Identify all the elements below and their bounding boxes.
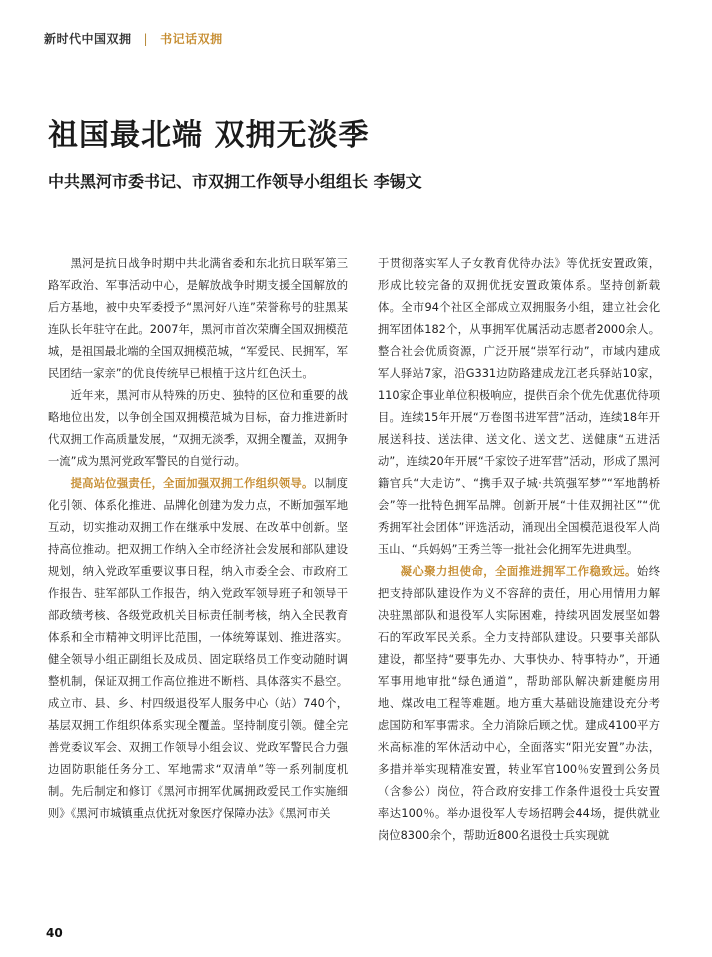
article-title: 祖国最北端 双拥无淡季 [48,118,370,153]
section-heading: 凝心聚力担使命，全面推进拥军工作稳致远。 [400,565,637,578]
paragraph-with-heading [378,561,660,847]
author-line: 中共黑河市委书记、市双拥工作领导小组组长 李锡文 [48,172,422,191]
section-name: 书记话双拥 [160,32,223,46]
page-header [44,30,223,47]
section-heading: 提高站位强责任，全面加强双拥工作组织领导。 [70,477,314,490]
header-separator: | [143,32,149,46]
paragraph-body: 始终把支持部队建设作为义不容辞的责任，用心用情用力解决驻黑部队和退役军人实际困难，持续巩固发展坚如磐石的军政军民关系。全力支持部队建设。只要事关部队建设，都坚持“要事先办、大事快办、特事特办”，开通军事用地审批“绿色通道”，帮助部队解决新建艇房用地、煤改电工程等难题。地方重大基础设施建设充分考虑国防和军事需求。全力消除后顾之忧。建成4100平方米高标准的军休活动中心，全面落实“阳光安置”办法，多措并举实现精准安置，转业军官100％安置到公务员（含参公）岗位，符合政府安排工作条件退役士兵安置率达100％。举办退役军人专场招聘会44场，提供就业岗位8300余个，帮助近800名退役士兵实现就 [378,565,660,842]
paragraph-continued: 于贯彻落实军人子女教育优待办法》等优抚安置政策，形成比较完备的双拥优抚安置政策体系。坚持创新载体。全市94个社区全部成立双拥服务小组，建立社会化拥军团体182个，从事拥军优属活动志愿者2000余人。整合社会优质资源，广泛开展“崇军行动”，市域内建成军人驿站7家，沿G331边防路建成龙江老兵驿站10家，110家企事业单位积极响应，提供百余个优先优惠优待项目。连续15年开展“万卷图书进军营”活动，连续18年开展送科技、送法律、送文化、送文艺、送健康“五进活动”，连续20年开展“千家饺子进军营”活动，形成了黑河籍官兵“大走访”、“携手双子城·共筑强军梦”“军地鹊桥会”等一批特色拥军品牌。创新开展“十佳双拥社区”“优秀拥军社会团体”评选活动，涌现出全国模范退役军人尚玉山、“兵妈妈”王秀兰等一批社会化拥军先进典型。 [378,257,660,556]
article-right-column [378,253,660,847]
column-name: 新时代中国双拥 [44,32,132,46]
paragraph-body: 以制度化引领、体系化推进、品牌化创建为发力点，不断加强军地互动，切实推动双拥工作在继承中发展、在改革中创新。坚持高位推动。把双拥工作纳入全市经济社会发展和部队建设规划，纳入党政军重要议事日程，纳入市委全会、市政府工作报告、驻军部队工作报告，纳入党政军领导班子和领导干部政绩考核、各级党政机关目标责任制考核，纳入全民教育体系和全市精神文明评比范围，一体统筹谋划、推进落实。健全领导小组正副组长及成员、固定联络员工作变动随时调整机制，保证双拥工作高位推进不断档、具体落实不悬空。成立市、县、乡、村四级退役军人服务中心（站）740个，基层双拥工作组织体系实现全覆盖。坚持制度引领。健全完善党委议军会、双拥工作领导小组会议、党政军警民合力强边固防职能任务分工、军地需求“双清单”等一系列制度机制。先后制定和修订《黑河市拥军优属拥政爱民工作实施细则》《黑河市城镇重点优抚对象医疗保障办法》《黑河市关 [48,477,348,820]
page-number: 40 [46,926,63,940]
paragraph: 黑河是抗日战争时期中共北满省委和东北抗日联军第三路军政治、军事活动中心，是解放战争时期支援全国解放的后方基地，被中央军委授予“黑河好八连”荣誉称号的驻黑某连队长年驻守在此。2007年，黑河市首次荣膺全国双拥模范城，是祖国最北端的全国双拥模范城，“军爱民、民拥军，军民团结一家亲”的优良传统早已根植于这片红色沃土。 [48,257,348,380]
paragraph: 近年来，黑河市从特殊的历史、独特的区位和重要的战略地位出发，以争创全国双拥模范城为目标，奋力推进新时代双拥工作高质量发展，“双拥无淡季，双拥全覆盖，双拥争一流”成为黑河党政军警民的自觉行动。 [48,389,348,468]
article-left-column [48,253,348,825]
paragraph-with-heading [48,473,348,825]
